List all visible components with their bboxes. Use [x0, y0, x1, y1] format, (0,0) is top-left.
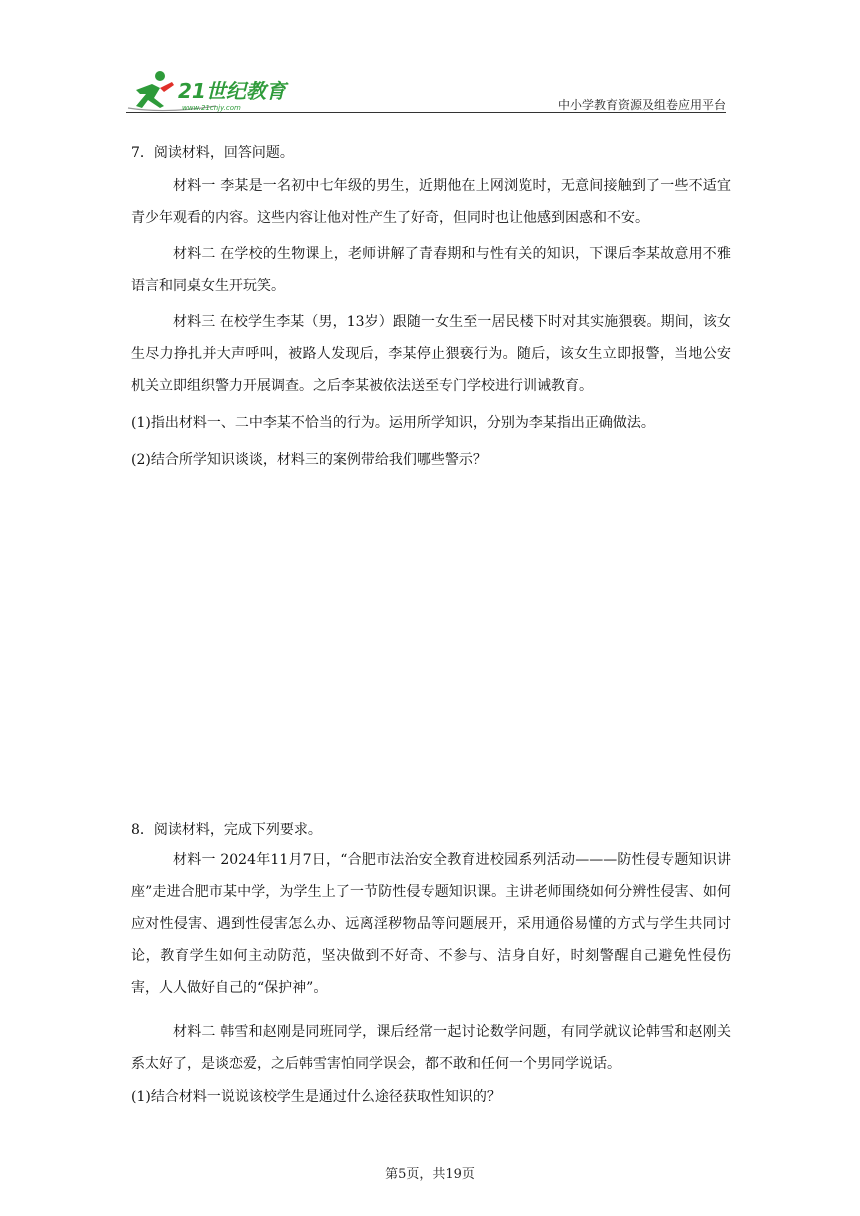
- q7-material-3: 材料三 在校学生李某（男，13岁）跟随一女生至一居民楼下时对其实施猥亵。期间，该女生尽力挣扎并大声呼叫，被路人发现后，李某停止猥亵行为。随后，该女生立即报警，当地公安机关立即组织警力开展调查。之后李某被依法送至专门学校进行训诫教育。: [131, 314, 731, 394]
- q8-material-1: 材料一 2024年11月7日，“合肥市法治安全教育进校园系列活动———防性侵专题知识讲座”走进合肥市某中学，为学生上了一节防性侵专题知识课。主讲老师围绕如何分辨性侵害、如何应对性侵害、遇到性侵害怎么办、远离淫秽物品等问题展开，采用通俗易懂的方式与学生共同讨论，教育学生如何主动防范，坚决做到不好奇、不参与、洁身自好，时刻警醒自己避免性侵伤害，人人做好自己的“保护神”。: [131, 852, 731, 996]
- runner-logo-icon: [126, 68, 296, 114]
- question-7-title: 7．阅读材料，回答问题。: [131, 145, 294, 161]
- q8-material-2: 材料二 韩雪和赵刚是同班同学，课后经常一起讨论数学问题，有同学就议论韩雪和赵刚关系太好了，是谈恋爱，之后韩雪害怕同学误会，都不敢和任何一个男同学说话。: [131, 1024, 731, 1072]
- q7-sub-question-1: (1)指出材料一、二中李某不恰当的行为。运用所学知识，分别为李某指出正确做法。: [131, 415, 655, 431]
- logo-url-text: www.21cnjy.com: [182, 104, 241, 112]
- logo-text: 21世纪教育: [178, 79, 286, 103]
- platform-name: 中小学教育资源及组卷应用平台: [557, 98, 726, 112]
- page-number: 第5页，共19页: [385, 1167, 475, 1182]
- q7-material-2: 材料二 在学校的生物课上，老师讲解了青春期和与性有关的知识，下课后李某故意用不雅语言和同桌女生开玩笑。: [131, 246, 731, 294]
- question-8-title: 8．阅读材料，完成下列要求。: [131, 822, 322, 838]
- q7-material-1: 材料一 李某是一名初中七年级的男生，近期他在上网浏览时，无意间接触到了一些不适宜青少年观看的内容。这些内容让他对性产生了好奇，但同时也让他感到困惑和不安。: [131, 178, 731, 226]
- page-header: [126, 68, 726, 114]
- q7-sub-question-2: (2)结合所学知识谈谈，材料三的案例带给我们哪些警示？: [131, 452, 487, 468]
- header-divider: [126, 112, 726, 113]
- q8-sub-question-1: (1)结合材料一说说该校学生是通过什么途径获取性知识的？: [131, 1089, 501, 1105]
- site-logo: [126, 68, 296, 114]
